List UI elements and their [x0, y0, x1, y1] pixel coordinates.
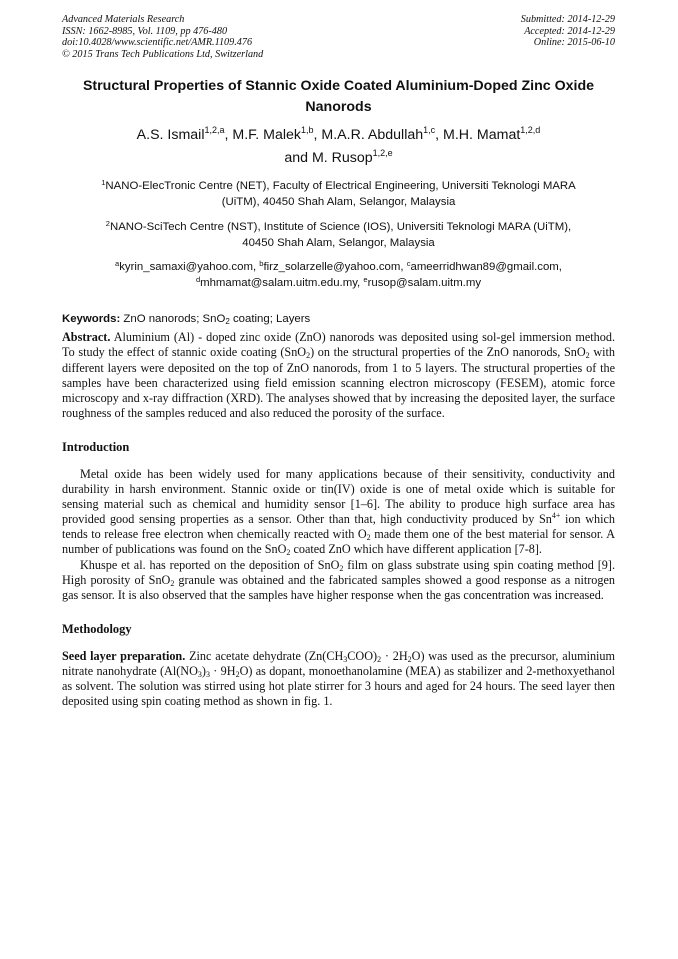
author-affiliation-marker: 1,c [423, 125, 436, 136]
subscript: 2 [286, 548, 291, 558]
author-list: A.S. Ismail$^{1,2,a}$, M.F. Malek$^{1,b}$, M.A.R. Abdullah$^{1,c}$, M.H. Mamat$^{1,2,d}$ and M. Rusop$^{1,2,e}$ [136, 125, 541, 167]
affiliation-line: NANO-SciTech Centre (NST), Institute of Science (IOS), Universiti Teknologi MARA (UiTM), [109, 221, 572, 234]
subsection-label: Seed layer preparation. [62, 648, 186, 663]
introduction-paragraph-1 [62, 467, 615, 558]
publication-dates [521, 14, 615, 60]
journal-doi: doi:10.4028/www.scientific.net/AMR.1109.476 [62, 37, 253, 49]
abstract-label: Abstract. [62, 330, 111, 345]
journal-copyright: © 2015 Trans Tech Publications Ltd, Switzerland [62, 48, 264, 60]
introduction-heading: Introduction [62, 439, 130, 454]
keywords-text: coating; Layers [232, 313, 311, 326]
affiliation-1 [62, 178, 615, 210]
author-name: A.S. Ismail [136, 127, 205, 144]
keywords [62, 312, 615, 327]
email-marker: a [115, 259, 120, 269]
affiliation-marker: 2 [105, 219, 110, 229]
body-text: COO) [347, 648, 378, 663]
subscript: 2 [306, 351, 311, 361]
email-marker: b [259, 259, 264, 269]
author-affiliation-marker: 1,2,d [520, 125, 541, 136]
online-date: Online: 2015-06-10 [533, 37, 615, 49]
email-marker: e [363, 275, 368, 285]
affiliation-line: 40450 Shah Alam, Selangor, Malaysia [242, 237, 435, 250]
subscript: 2 [225, 317, 230, 327]
author-name: M.H. Mamat [443, 127, 521, 144]
body-text: ) [201, 663, 206, 678]
author-conjunction: and [284, 150, 308, 167]
email-link[interactable]: rusop@salam.uitm.my [367, 277, 482, 290]
author-name: M.F. Malek [232, 127, 301, 144]
subscript: 2 [339, 563, 344, 573]
author-emails [62, 259, 615, 291]
author-affiliation-marker: 1,2,e [372, 148, 393, 159]
body-text: made them one of the best material for sensor. A number of publications was found on the SnO [62, 527, 615, 557]
introduction-paragraph-2 [62, 558, 615, 603]
author-name: M. Rusop [311, 150, 373, 167]
email-link[interactable]: firz_solarzelle@yahoo.com, [263, 261, 404, 274]
abstract-text: with different layers were deposited on the top of ZnO nanorods, from 1 to 5 layers. The structural properties of the samples have been characterized using field emission scanning electron microscopy (FESEM), atomic force microscopy and x-ray diffraction (XRD). The analyses showed that by increasing the deposited layer, the surface roughness of the samples reduced and also reduced the porosity of the surface. [62, 345, 615, 420]
abstract [62, 330, 615, 421]
body-text: granule was obtained and the fabricated samples showed a good response as a nitrogen gas sensor. It is also observed that the samples have higher response when the gas concentration was increased. [62, 572, 615, 602]
journal-issn: ISSN: 1662-8985, Vol. 1109, pp 476-480 [62, 25, 228, 37]
subscript: 2 [366, 533, 371, 543]
subscript: 3 [205, 669, 210, 679]
author-name: M.A.R. Abdullah [321, 127, 424, 144]
journal-header [62, 14, 615, 60]
email-link[interactable]: ameerridhwan89@gmail.com, [410, 261, 562, 274]
email-marker: c [406, 259, 411, 269]
subscript: 2 [407, 654, 412, 664]
subscript: 2 [235, 669, 240, 679]
submitted-date: Submitted: 2014-12-29 [520, 14, 615, 25]
body-text: O) as dopant, monoethanolamine (MEA) as stabilizer and 2-methoxyethanol as solvent. The solution was stirred using hot plate stirrer for 3 hours and aged for 24 hours. The seed layer then deposited using spin coating method as shown in fig. 1. [62, 663, 615, 709]
body-text: · 9H [213, 663, 236, 678]
subscript: 2 [377, 654, 382, 664]
body-text: Zinc acetate dehydrate (Zn(CH [189, 648, 344, 663]
email-marker: d [195, 275, 201, 285]
body-text: Metal oxide has been widely used for many applications because of their sensitivity, conductivity and durability in harsh environment. Stannic oxide or tin(IV) oxide is one of metal oxide which is suitable for sensing material such as chemical and humidity sensor [1–6]. The ability to produce high surface area has provided good sensing properties as a sensor. Other than that, high conductivity produced by Sn [62, 466, 615, 527]
journal-name: Advanced Materials Research [62, 14, 185, 25]
keywords-label: Keywords: [62, 313, 121, 326]
accepted-date: Accepted: 2014-12-29 [524, 25, 615, 37]
affiliation-line: (UiTM), 40450 Shah Alam, Selangor, Malaysia [221, 196, 456, 209]
author-affiliation-marker: 1,2,a [204, 125, 225, 136]
body-text: · 2H [384, 648, 408, 663]
abstract-text: Aluminium (Al) - doped zinc oxide (ZnO) nanorods was deposited using sol-gel immersion method. To study the effect of stannic oxide coating (SnO [62, 330, 616, 360]
body-text: film on glass substrate using spin coating method [9]. High porosity of SnO [62, 557, 616, 587]
email-link[interactable]: mhmamat@salam.uitm.edu.my, [200, 277, 361, 290]
paper-title: Structural Properties of Stannic Oxide Coated Aluminium-Doped Zinc Oxide Nanorods [82, 78, 595, 116]
affiliation-marker: 1 [101, 178, 106, 188]
subscript: 3 [197, 669, 202, 679]
subscript: 3 [343, 654, 348, 664]
body-text: coated ZnO which have different application [7-8]. [293, 542, 542, 557]
affiliation-2 [62, 219, 615, 251]
body-text: Khuspe et al. has reported on the deposition of SnO [80, 557, 340, 572]
subscript: 2 [170, 578, 175, 588]
body-text: ion which tends to release free electron when chemically reacted with O [62, 512, 615, 542]
affiliation-line: NANO-ElecTronic Centre (NET), Faculty of Electrical Engineering, Universiti Teknologi MARA [105, 180, 576, 193]
superscript: 4+ [551, 511, 561, 521]
keywords-text: ZnO nanorods; SnO [123, 313, 226, 326]
body-text: O) was used as the precursor, aluminium nitrate nanohydrate (Al(NO [62, 648, 616, 678]
journal-info [62, 14, 263, 60]
author-affiliation-marker: 1,b [301, 125, 314, 136]
methodology-heading: Methodology [62, 621, 132, 636]
subscript: 2 [585, 351, 590, 361]
email-link[interactable]: kyrin_samaxi@yahoo.com, [119, 261, 257, 274]
methodology-paragraph [62, 649, 615, 709]
abstract-text: ) on the structural properties of the ZnO nanorods, SnO [310, 345, 586, 360]
paper-page [62, 14, 615, 709]
